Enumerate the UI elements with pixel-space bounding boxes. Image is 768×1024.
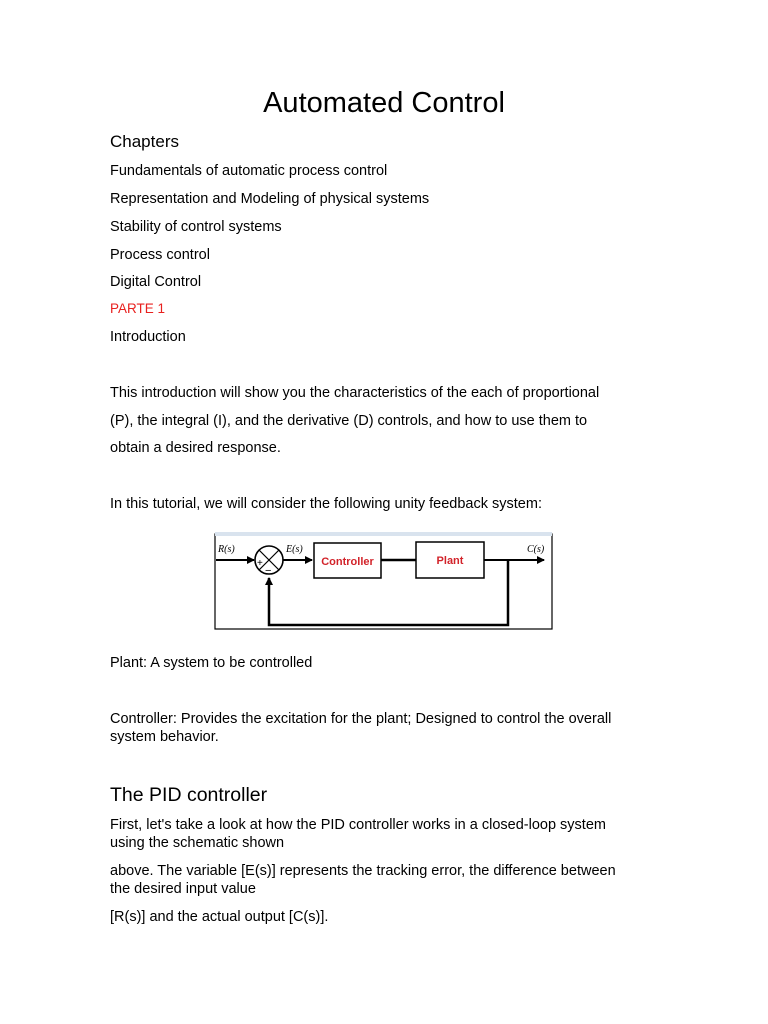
controller-definition-line: system behavior. <box>110 729 219 745</box>
intro-heading: Introduction <box>110 329 186 345</box>
input-label: R(s) <box>218 544 235 555</box>
pid-paragraph-line: the desired input value <box>110 881 256 897</box>
intro-line: obtain a desired response. <box>110 440 281 456</box>
output-label: C(s) <box>527 544 545 555</box>
error-label: E(s) <box>286 544 303 555</box>
diagram-top-strip <box>215 532 552 536</box>
chapter-item: Fundamentals of automatic process control <box>110 163 388 179</box>
plant-definition: Plant: A system to be controlled <box>110 655 313 671</box>
part-label: PARTE 1 <box>110 301 166 316</box>
controller-label: Controller <box>321 556 374 568</box>
plant-label: Plant <box>436 555 464 567</box>
chapter-item: Stability of control systems <box>110 219 282 235</box>
chapters-heading: Chapters <box>110 132 179 151</box>
pid-paragraph-line: First, let's take a look at how the PID controller works in a closed-loop system <box>110 817 606 833</box>
feedback-block-diagram <box>214 531 554 631</box>
plus-sign: + <box>257 558 263 569</box>
controller-definition-line: Controller: Provides the excitation for the plant; Designed to control the overall <box>110 711 612 727</box>
chapter-item: Representation and Modeling of physical systems <box>110 191 430 207</box>
chapter-item: Digital Control <box>110 274 202 290</box>
pid-paragraph-line: [R(s)] and the actual output [C(s)]. <box>110 909 329 925</box>
pid-paragraph-line: above. The variable [E(s)] represents the tracking error, the difference between <box>110 863 616 879</box>
chapter-item: Process control <box>110 247 210 263</box>
page-title: Automated Control <box>263 87 505 119</box>
intro-line: (P), the integral (I), and the derivative (D) controls, and how to use them to <box>110 413 588 429</box>
minus-sign: − <box>265 565 272 577</box>
intro-line: This introduction will show you the characteristics of the each of proportional <box>110 385 600 401</box>
pid-heading: The PID controller <box>110 784 268 806</box>
tutorial-line: In this tutorial, we will consider the following unity feedback system: <box>110 496 542 512</box>
pid-paragraph-line: using the schematic shown <box>110 835 285 851</box>
